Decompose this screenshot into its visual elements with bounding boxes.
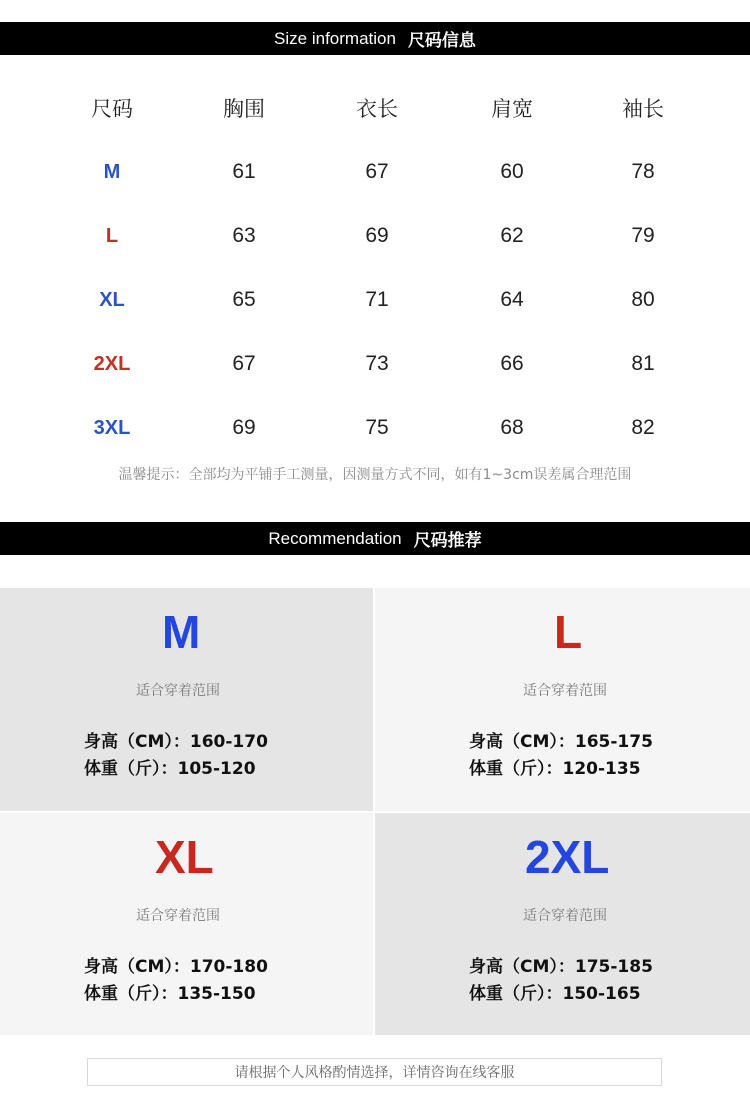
header-shoulder: 肩宽 — [491, 97, 533, 121]
sleeve-value: 80 — [631, 288, 655, 311]
header-length: 衣长 — [356, 97, 398, 121]
table-row — [0, 204, 750, 268]
size-banner-title-cn: 尺码信息 — [407, 31, 476, 51]
sleeve-value: 78 — [631, 160, 655, 183]
chest-value: 61 — [232, 160, 256, 183]
fit-range-label: 适合穿着范围 — [523, 683, 607, 699]
size-label: 3XL — [93, 416, 131, 439]
size-table-header — [0, 76, 750, 140]
body-measurements — [469, 729, 653, 783]
body-measurements — [469, 954, 653, 1008]
fit-range-label: 适合穿着范围 — [523, 908, 607, 924]
recommended-size: XL — [155, 831, 214, 883]
shoulder-value: 60 — [500, 160, 524, 183]
recommendation-card-2xl — [375, 813, 750, 1035]
height-range: 身高（CM）：170-180 — [84, 957, 268, 977]
shoulder-value: 66 — [500, 352, 524, 375]
chest-value: 63 — [232, 224, 256, 247]
size-banner-title-en: Size information — [274, 28, 396, 48]
length-value: 73 — [365, 352, 389, 375]
shoulder-value: 64 — [500, 288, 524, 311]
weight-range: 体重（斤）：135-150 — [84, 984, 256, 1004]
table-row — [0, 268, 750, 332]
recommended-size: M — [162, 606, 201, 658]
fit-range-label: 适合穿着范围 — [136, 908, 220, 924]
recommended-size: L — [554, 606, 583, 658]
body-measurements — [84, 729, 268, 783]
weight-range: 体重（斤）：105-120 — [84, 759, 256, 779]
body-measurements — [84, 954, 268, 1008]
sleeve-value: 79 — [631, 224, 655, 247]
weight-range: 体重（斤）：150-165 — [469, 984, 641, 1004]
recommendation-card-l — [375, 588, 750, 811]
chest-value: 69 — [232, 416, 256, 439]
sleeve-value: 81 — [631, 352, 655, 375]
height-range: 身高（CM）：175-185 — [469, 957, 653, 977]
recommendation-card-xl — [0, 813, 373, 1035]
table-row — [0, 396, 750, 460]
height-range: 身高（CM）：160-170 — [84, 732, 268, 752]
size-table — [0, 76, 750, 460]
recommendation-grid — [0, 588, 750, 1035]
length-value: 67 — [365, 160, 389, 183]
chest-value: 65 — [232, 288, 256, 311]
sleeve-value: 82 — [631, 416, 655, 439]
table-row — [0, 140, 750, 204]
header-sleeve: 袖长 — [622, 97, 664, 121]
rec-banner-title-cn: 尺码推荐 — [413, 531, 482, 551]
size-label: 2XL — [93, 352, 131, 375]
size-label: L — [105, 224, 119, 247]
measurement-tip: 温馨提示：全部均为平铺手工测量，因测量方式不同，如有1~3cm误差属合理范围 — [118, 467, 632, 483]
rec-banner-title-en: Recommendation — [268, 528, 402, 548]
fit-range-label: 适合穿着范围 — [136, 683, 220, 699]
size-information-banner — [0, 22, 750, 55]
recommended-size: 2XL — [525, 831, 610, 883]
header-chest: 胸围 — [223, 97, 265, 121]
size-label: M — [103, 160, 121, 183]
shoulder-value: 68 — [500, 416, 524, 439]
length-value: 69 — [365, 224, 389, 247]
length-value: 71 — [365, 288, 389, 311]
recommendation-card-m — [0, 588, 373, 811]
shoulder-value: 62 — [500, 224, 524, 247]
size-label: XL — [99, 288, 125, 311]
header-size: 尺码 — [91, 97, 133, 121]
length-value: 75 — [365, 416, 389, 439]
recommendation-banner — [0, 522, 750, 555]
table-row — [0, 332, 750, 396]
chest-value: 67 — [232, 352, 256, 375]
weight-range: 体重（斤）：120-135 — [469, 759, 641, 779]
height-range: 身高（CM）：165-175 — [469, 732, 653, 752]
footer-note: 请根据个人风格酌情选择，详情咨询在线客服 — [87, 1058, 662, 1086]
